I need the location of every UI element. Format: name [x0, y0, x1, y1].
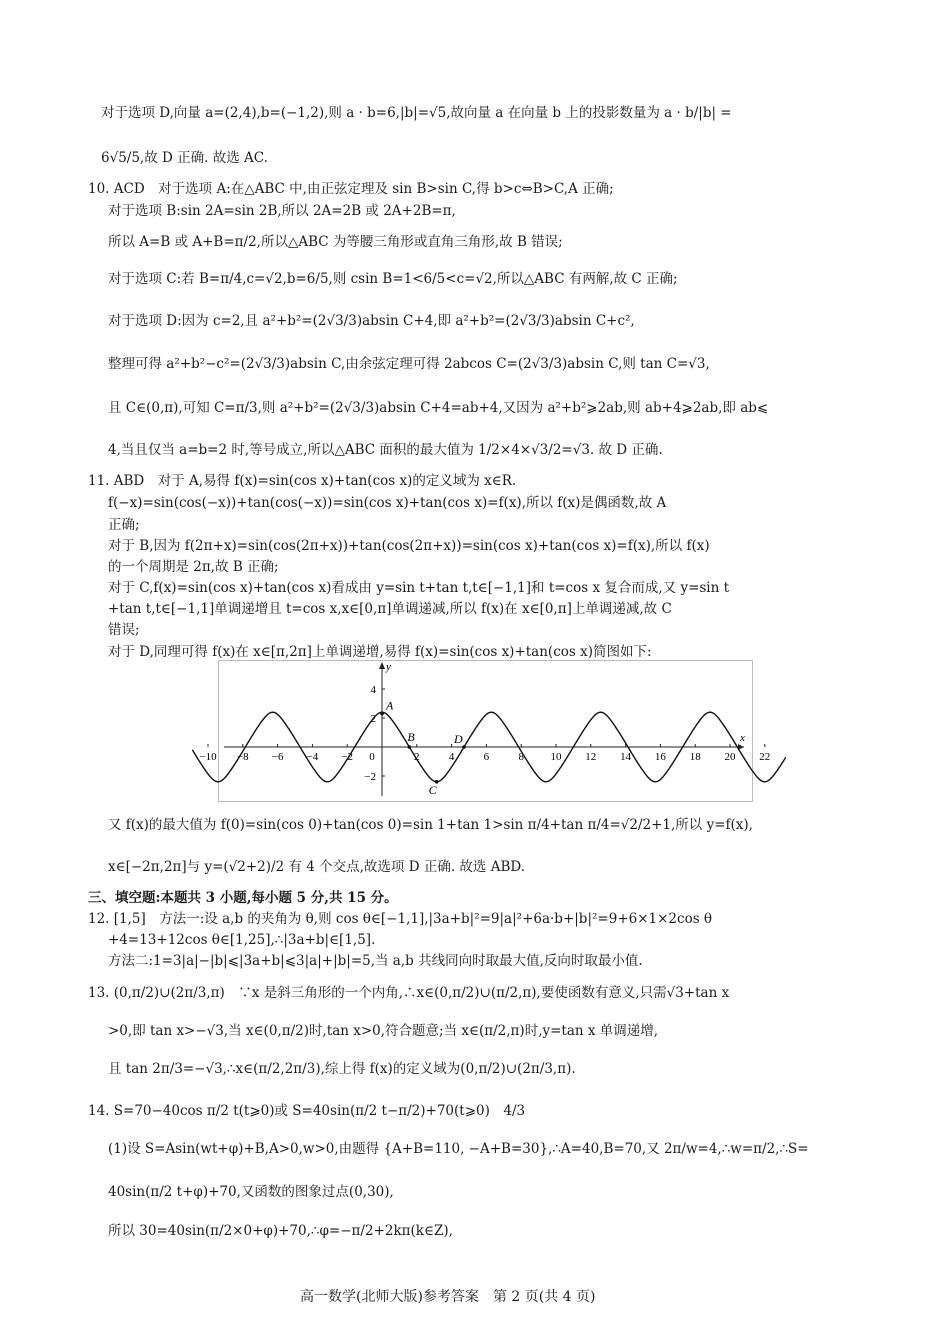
x-tick-label: 14: [620, 751, 632, 763]
x-tick-label: 22: [759, 751, 771, 763]
text-line: 对于选项 C:若 B=π/4,c=√2,b=6/5,则 csin B=1<6/5<c=√2,所以△ABC 有两解,故 C 正确;: [108, 271, 678, 287]
text-line: 且 C∈(0,π),可知 C=π/3,则 a²+b²=(2√3/3)absin C+4=ab+4,又因为 a²+b²⩾2ab,则 ab+4⩾2ab,即 ab⩽: [108, 400, 769, 416]
y-tick-label: −2: [364, 771, 376, 783]
x-tick-label: 6: [483, 751, 490, 763]
text-line: 对于 C,f(x)=sin(cos x)+tan(cos x)看成由 y=sin t+tan t,t∈[−1,1]和 t=cos x 复合而成,又 y=sin t: [108, 580, 730, 596]
text-line: 6√5/5,故 D 正确. 故选 AC.: [101, 150, 268, 166]
x-tick-label: 10: [550, 751, 562, 763]
text-line: x∈[−2π,2π]与 y=(√2+2)/2 有 4 个交点,故选项 D 正确. 故选 ABD.: [108, 859, 525, 875]
point-label: D: [453, 732, 463, 746]
text-line: 方法二:1=3|a|−|b|⩽|3a+b|⩽3|a|+|b|=5,当 a,b 共线同向时取最大值,反向时取最小值.: [108, 953, 643, 969]
point-marker: [462, 745, 466, 749]
text-line: 且 tan 2π/3=−√3,∴x∈(π/2,2π/3),综上得 f(x)的定义域为(0,π/2)∪(2π/3,π).: [108, 1061, 576, 1077]
text-line: f(−x)=sin(cos(−x))+tan(cos(−x))=sin(cos x)+tan(cos x)=f(x),所以 f(x)是偶函数,故 A: [108, 495, 667, 511]
point-marker: [408, 745, 412, 749]
text-line: +4=13+12cos θ∈[1,25],∴|3a+b|∈[1,5].: [108, 932, 376, 948]
text-line: 11. ABD 对于 A,易得 f(x)=sin(cos x)+tan(cos x)的定义域为 x∈R.: [88, 473, 517, 489]
text-line: 13. (0,π/2)∪(2π/3,π) ∵x 是斜三角形的一个内角,∴x∈(0,π/2)∪(π/2,π),要使函数有意义,只需√3+tan x: [88, 985, 730, 1001]
text-line: 10. ACD 对于选项 A:在△ABC 中,由正弦定理及 sin B>sin C,得 b>c⇔B>C,A 正确;: [88, 181, 614, 197]
text-line: 对于 B,因为 f(2π+x)=sin(cos(2π+x))+tan(cos(2π+x))=sin(cos x)+tan(cos x)=f(x),所以 f(x): [108, 538, 710, 554]
x-tick-label: 20: [724, 751, 736, 763]
text-line: 12. [1,5] 方法一:设 a,b 的夹角为 θ,则 cos θ∈[−1,1],|3a+b|²=9|a|²+6a·b+|b|²=9+6×1×2cos θ: [88, 911, 713, 927]
text-line: 整理可得 a²+b²−c²=(2√3/3)absin C,由余弦定理可得 2abcos C=(2√3/3)absin C,则 tan C=√3,: [108, 356, 710, 372]
section-heading: 三、填空题:本题共 3 小题,每小题 5 分,共 15 分。: [88, 890, 398, 906]
text-line: 所以 A=B 或 A+B=π/2,所以△ABC 为等腰三角形或直角三角形,故 B 错误;: [108, 234, 563, 250]
y-axis-label: y: [386, 661, 391, 673]
text-line: 又 f(x)的最大值为 f(0)=sin(cos 0)+tan(cos 0)=sin 1+tan 1>sin π/4+tan π/4=√2/2+1,所以 y=f(x),: [108, 817, 753, 833]
text-line: 对于选项 D,向量 a=(2,4),b=(−1,2),则 a · b=6,|b|=√5,故向量 a 在向量 b 上的投影数量为 a · b/|b| =: [101, 105, 732, 121]
x-tick-label: 12: [585, 751, 597, 763]
point-label: B: [407, 730, 415, 744]
text-line: 对于 D,同理可得 f(x)在 x∈[π,2π]上单调递增,易得 f(x)=sin(cos x)+tan(cos x)简图如下:: [108, 644, 652, 660]
x-tick-label: 8: [518, 751, 524, 763]
text-line: 对于选项 B:sin 2A=sin 2B,所以 2A=2B 或 2A+2B=π,: [108, 203, 456, 219]
text-line: 40sin(π/2 t+φ)+70,又函数的图象过点(0,30),: [108, 1184, 394, 1200]
x-tick-label: −10: [199, 751, 217, 763]
point-label: C: [428, 782, 437, 797]
text-line: 对于选项 D:因为 c=2,且 a²+b²=(2√3/3)absin C+4,即 a²+b²=(2√3/3)absin C+c²,: [108, 313, 635, 329]
text-line: 正确;: [108, 517, 140, 533]
x-tick-label: 2: [414, 751, 420, 763]
text-line: 14. S=70−40cos π/2 t(t⩾0)或 S=40sin(π/2 t−π/2)+70(t⩾0) 4/3: [88, 1103, 526, 1119]
y-tick-label: 2: [370, 713, 376, 725]
text-line: +tan t,t∈[−1,1]单调递增且 t=cos x,x∈[0,π]单调递减,所以 f(x)在 x∈[0,π]上单调递减,故 C: [108, 601, 672, 617]
text-line: 所以 30=40sin(π/2×0+φ)+70,∴φ=−π/2+2kπ(k∈Z),: [108, 1223, 453, 1239]
y-tick-label: 4: [370, 684, 376, 696]
text-line: 错误;: [108, 622, 140, 638]
y-axis-arrow: [379, 662, 385, 669]
x-tick-label: −4: [306, 751, 319, 763]
x-tick-label: 18: [689, 751, 701, 763]
x-tick-label: −2: [341, 751, 354, 763]
page-footer: 高一数学(北师大版)参考答案 第 2 页(共 4 页): [300, 1289, 596, 1305]
graph-frame: [219, 661, 753, 802]
x-tick-label: 0: [369, 751, 375, 763]
x-tick-label: 16: [654, 751, 666, 763]
x-axis-label: x: [740, 732, 745, 744]
x-tick-label: −6: [271, 751, 284, 763]
point-marker: [380, 712, 384, 716]
x-tick-label: 4: [448, 751, 455, 763]
function-graph: [199, 660, 771, 802]
text-line: >0,即 tan x>−√3,当 x∈(0,π/2)时,tan x>0,符合题意;当 x∈(π/2,π)时,y=tan x 单调递增,: [108, 1023, 659, 1039]
text-line: 的一个周期是 2π,故 B 正确;: [108, 559, 279, 575]
text-line: (1)设 S=Asin(wt+φ)+B,A>0,w>0,由题得 {A+B=110, −A+B=30},∴A=40,B=70,又 2π/w=4,∴w=π/2,∴S=: [108, 1141, 809, 1157]
x-tick-label: −8: [236, 751, 249, 763]
point-label: A: [386, 698, 394, 713]
text-line: 4,当且仅当 a=b=2 时,等号成立,所以△ABC 面积的最大值为 1/2×4×√3/2=√3. 故 D 正确.: [108, 442, 663, 458]
